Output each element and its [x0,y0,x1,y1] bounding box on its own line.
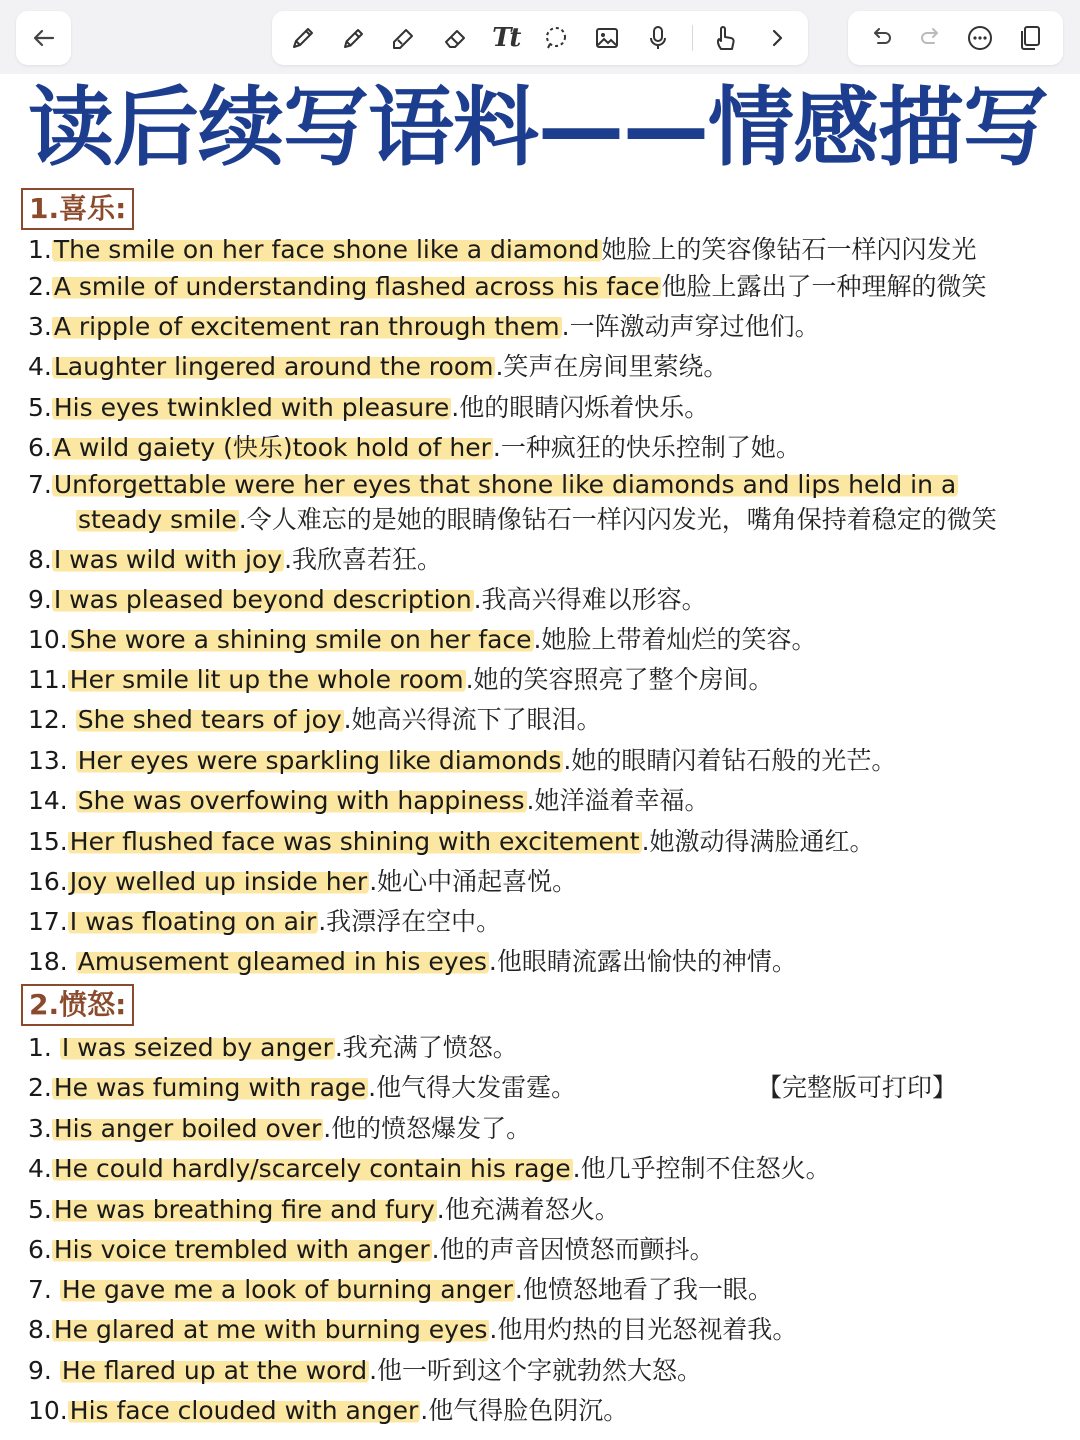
list-item [28,1313,797,1347]
item-number: 2. [28,272,52,301]
chinese-translation: .他用灼热的目光怒视着我。 [489,1315,798,1344]
list-item [28,350,728,384]
english-phrase: Laughter lingered around the room [53,352,494,381]
english-phrase: He gave me a look of burning anger [61,1275,513,1304]
microphone-icon[interactable] [641,21,675,55]
list-item [28,865,577,899]
english-phrase: A ripple of excitement ran through them [53,312,560,341]
item-number: 3. [28,1114,52,1143]
item-number: 7. [28,1275,60,1304]
chinese-translation: .他气得大发雷霆。 [368,1073,577,1102]
list-item-continuation [76,503,997,537]
chinese-translation: .她脸上带着灿烂的笑容。 [533,625,817,654]
chinese-translation: .令人难忘的是她的眼睛像钻石一样闪闪发光，嘴角保持着稳定的微笑 [238,505,997,534]
list-item [28,1152,831,1186]
chinese-translation: .他的眼睛闪烁着快乐。 [451,393,710,422]
chinese-translation: 他脸上露出了一种理解的微笑 [661,272,987,301]
back-arrow-icon [27,21,61,55]
list-item [28,391,709,425]
english-phrase: He could hardly/scarcely contain his rage [53,1154,571,1183]
item-number: 9. [28,585,52,614]
list-item [28,744,896,778]
chinese-translation: .他几乎控制不住怒火。 [572,1154,831,1183]
english-phrase: Joy welled up inside her [69,867,368,896]
chinese-translation: .他气得脸色阴沉。 [420,1396,629,1425]
item-number: 1. [28,235,52,264]
item-number: 6. [28,1235,52,1264]
item-number: 18. [28,947,76,976]
item-number: 1. [28,1033,60,1062]
lasso-icon[interactable] [539,21,573,55]
list-item [28,623,816,657]
item-number: 8. [28,545,52,574]
list-item [28,784,709,818]
list-item [28,825,875,859]
section-heading-joy: 1.喜乐: [21,188,134,230]
english-phrase: A smile of understanding flashed across his face [53,272,660,301]
item-number: 5. [28,1195,52,1224]
list-item [28,310,820,344]
item-number: 13. [28,746,76,775]
toolbar-separator [692,25,693,51]
back-button[interactable] [16,11,71,65]
list-item [28,468,958,502]
chinese-translation: .她激动得满脸通红。 [641,827,875,856]
english-phrase: I was wild with joy [53,545,283,574]
item-number: 11. [28,665,68,694]
list-item [28,1112,531,1146]
english-phrase: She shed tears of joy [77,705,342,734]
pen-icon[interactable] [286,21,320,55]
chinese-translation: .我高兴得难以形容。 [473,585,707,614]
item-number: 15. [28,827,68,856]
english-phrase: Unforgettable were her eyes that shone like diamonds and lips held in a [53,470,957,499]
chinese-translation: .笑声在房间里萦绕。 [495,352,729,381]
list-item [28,1273,773,1307]
english-phrase: Her flushed face was shining with excitement [69,827,640,856]
english-phrase: Her smile lit up the whole room [69,665,464,694]
list-item [28,663,774,697]
english-phrase: She wore a shining smile on her face [69,625,532,654]
eraser-icon[interactable] [438,21,472,55]
chinese-translation: .他充满着怒火。 [436,1195,620,1224]
pencil-icon[interactable] [337,21,371,55]
section-heading-anger: 2.愤怒: [21,984,134,1026]
touch-pen-icon[interactable] [709,21,743,55]
english-phrase: She was overfowing with happiness [77,786,525,815]
list-item [28,543,442,577]
tool-palette [272,11,808,65]
pages-icon[interactable] [1013,21,1047,55]
english-phrase: The smile on her face shone like a diamond [53,235,600,264]
top-toolbar [0,0,1080,74]
redo-icon[interactable] [914,21,948,55]
item-number: 12. [28,705,76,734]
english-phrase: He was breathing fire and fury [53,1195,435,1224]
image-icon[interactable] [590,21,624,55]
highlighter-icon[interactable] [387,21,421,55]
list-item [28,270,986,304]
english-phrase: Amusement gleamed in his eyes [77,947,487,976]
list-item [28,1071,576,1105]
text-tool-icon[interactable]: Tt [492,23,520,53]
item-number: 10. [28,625,68,654]
chinese-translation: .我欣喜若狂。 [284,545,443,574]
item-number: 3. [28,312,52,341]
item-number: 16. [28,867,68,896]
printable-note: 【完整版可打印】 [757,1073,958,1102]
english-phrase: His eyes twinkled with pleasure [53,393,450,422]
chinese-translation: .他的声音因愤怒而颤抖。 [431,1235,715,1264]
chinese-translation: .一阵激动声穿过他们。 [561,312,820,341]
english-phrase: He was fuming with rage [53,1073,367,1102]
chinese-translation: .她心中涌起喜悦。 [369,867,578,896]
chinese-translation: .他愤怒地看了我一眼。 [514,1275,773,1304]
chinese-translation: .我充满了愤怒。 [334,1033,518,1062]
history-controls [848,11,1063,65]
chinese-translation: .他眼睛流露出愉快的神情。 [488,947,797,976]
item-number: 8. [28,1315,52,1344]
chinese-translation: .他的愤怒爆发了。 [323,1114,532,1143]
chevron-right-icon[interactable] [760,21,794,55]
english-phrase: A wild gaiety (快乐)took hold of her [53,433,491,462]
item-number: 10. [28,1396,68,1425]
list-item [28,703,602,737]
item-number: 6. [28,433,52,462]
item-number: 2. [28,1073,52,1102]
chinese-translation: .她的眼睛闪着钻石般的光芒。 [563,746,897,775]
item-number: 9. [28,1356,60,1385]
more-icon[interactable] [963,21,997,55]
english-phrase: steady smile [78,505,237,534]
english-phrase: I was floating on air [69,907,317,936]
english-phrase: Her eyes were sparkling like diamonds [77,746,562,775]
list-item [28,1394,628,1428]
item-number: 17. [28,907,68,936]
list-item [28,905,501,939]
undo-icon[interactable] [864,21,898,55]
english-phrase: His anger boiled over [53,1114,322,1143]
chinese-translation: .她高兴得流下了眼泪。 [343,705,602,734]
list-item [28,583,707,617]
item-number: 4. [28,1154,52,1183]
list-item [28,1233,715,1267]
list-item [28,431,801,465]
chinese-translation: .一种疯狂的快乐控制了她。 [492,433,801,462]
english-phrase: He glared at me with burning eyes [53,1315,488,1344]
chinese-translation: .我漂浮在空中。 [318,907,502,936]
english-phrase: I was seized by anger [61,1033,333,1062]
list-item [28,1354,702,1388]
list-item [28,945,797,979]
list-item [28,1031,518,1065]
english-phrase: He flared up at the word [61,1356,368,1385]
item-number: 5. [28,393,52,422]
list-item [28,233,977,267]
page-title: 读后续写语料——情感描写 [28,78,1048,178]
english-phrase: His face clouded with anger [69,1396,419,1425]
chinese-translation: .她的笑容照亮了整个房间。 [465,665,774,694]
english-phrase: I was pleased beyond description [53,585,472,614]
item-number: 14. [28,786,76,815]
item-number: 7. [28,470,52,499]
chinese-translation: 她脸上的笑容像钻石一样闪闪发光 [601,235,977,264]
english-phrase: His voice trembled with anger [53,1235,430,1264]
chinese-translation: .他一听到这个字就勃然大怒。 [369,1356,703,1385]
chinese-translation: .她洋溢着幸福。 [526,786,710,815]
list-item [28,1193,620,1227]
item-number: 4. [28,352,52,381]
